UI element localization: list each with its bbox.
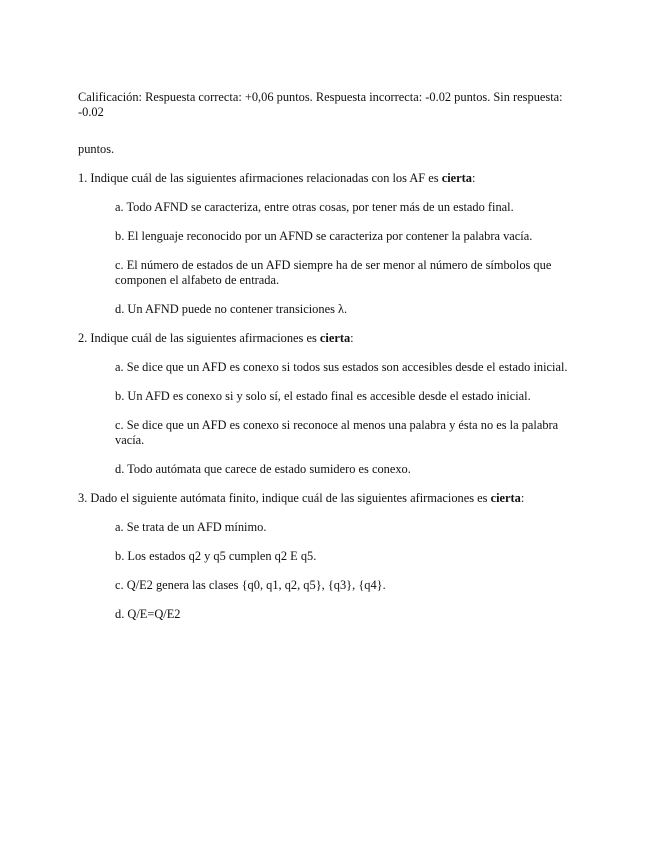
question-2-bold: cierta [319,331,351,345]
question-3-option-a: a. Se trata de un AFD mínimo. [115,520,267,534]
question-1-options [115,200,581,317]
question-1-option-d: d. Un AFND puede no contener transiciones λ. [115,302,348,316]
grading-line-2: puntos. [78,142,115,156]
question-3-option-c: c. Q/E2 genera las clases {q0, q1, q2, q5}, {q3}, {q4}. [115,578,386,592]
question-3-text: Dado el siguiente autómata finito, indique cuál de las siguientes afirmaciones es [90,491,491,505]
question-3-option-b: b. Los estados q2 y q5 cumplen q2 E q5. [115,549,317,563]
question-2-text: Indique cuál de las siguientes afirmaciones es [90,331,320,345]
question-1 [78,171,578,186]
question-3-bold: cierta [490,491,521,505]
question-1-option-b: b. El lenguaje reconocido por un AFND se caracteriza por contener la palabra vacía. [115,229,533,243]
question-1-text: Indique cuál de las siguientes afirmaciones relacionadas con los AF es [90,171,442,185]
question-1-suffix: : [471,171,476,185]
question-1-bold: cierta [441,171,472,185]
question-3-suffix: : [520,491,525,505]
question-3-option-d: d. Q/E=Q/E2 [115,607,181,621]
question-2-option-b: b. Un AFD es conexo si y solo sí, el estado final es accesible desde el estado inicial. [115,389,531,403]
question-1-number: 1. [78,171,88,185]
question-2-option-a: a. Se dice que un AFD es conexo si todos sus estados son accesibles desde el estado inicial. [115,360,568,374]
question-1-option-c: c. El número de estados de un AFD siempre ha de ser menor al número de símbolos que componen el alfabeto de entrada. [115,258,552,287]
question-3-number: 3. [78,491,88,505]
grading-line-1: Calificación: Respuesta correcta: +0,06 puntos. Respuesta incorrecta: -0.02 puntos. Sin respuesta: -0.02 [78,90,563,119]
question-2-suffix: : [350,331,354,345]
exam-page [78,90,578,636]
question-3-options [115,520,581,622]
question-2-option-d: d. Todo autómata que carece de estado sumidero es conexo. [115,462,411,476]
question-2 [78,331,578,346]
question-1-option-a: a. Todo AFND se caracteriza, entre otras cosas, por tener más de un estado final. [115,200,514,214]
question-3 [78,491,578,506]
question-2-number: 2. [78,331,88,345]
question-2-options [115,360,581,477]
question-2-option-c: c. Se dice que un AFD es conexo si reconoce al menos una palabra y ésta no es la palabra vacía. [115,418,559,447]
